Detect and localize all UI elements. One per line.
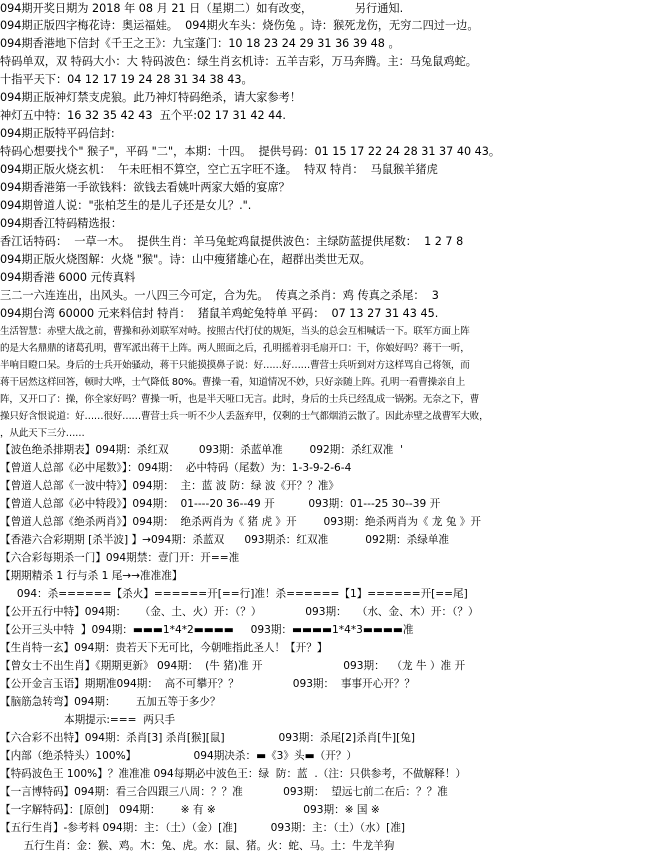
one-word-bet-line: 【一言博特码】094期：看三合四跟三八周：？？准 093期： 望远七前二在后：？？准: [0, 786, 448, 798]
hk-first-hand-line: 094期香港第一手欲钱料：欲钱去看姚叶两家大婚的宴席？: [0, 181, 290, 194]
magic-lamp-numbers-line: 神灯五中特：16 32 35 42 43 五个平:02 17 31 42 44.: [0, 109, 286, 122]
draw-date-line: 094期开奖日期为 2018 年 08 月 21 日（星期二）如有改变， 另行通知.: [0, 2, 404, 15]
story-line-7: ，从此天下三分……: [0, 428, 85, 439]
ten-fingers-line: 十指平天下：04 12 17 19 24 28 31 34 38 43。: [0, 73, 253, 86]
kill-row-tail-header-line: 【期期精杀 1 行与杀 1 尾→→准准准】: [0, 570, 183, 582]
magic-lamp-line: 094期正版神灯禁支虎狼。此乃神灯特码绝杀，请大家参考！: [0, 91, 302, 104]
five-elements-line: 【公开五行中特】094期： （金、土、火）开：（？） 093期： （水、金、木）开：（？）: [0, 606, 479, 618]
three-heads-line: 【公开三头中特 】094期：▬▬▬1*4*2▬▬▬▬ 093期：▬▬▬▬1*4*3▬▬▬▬准: [0, 624, 414, 636]
monkey-hint-line: 特码心想要找个" 猴子"，平码 "二"，本期：十四。 提供号码：01 15 17 22 24 28 31 37 40 43。: [0, 145, 501, 158]
zodiac-mystery-line: 【生肖特一玄】094期：贵若天下无可比，今朝唯指此圣人！【开？】: [0, 642, 328, 654]
story-line-1: 生活智慧：赤壁大战之前，曹操和孙刘联军对峙。按照古代打仗的规矩，当头的总会互相喊话一下。联军方面上阵: [0, 326, 470, 337]
one-wave-line: 【曾道人总部《一波中特》】094期： 主：蓝 波 防：绿 波《开？？准》: [0, 480, 339, 492]
hk-envelope-line: 094期香港地下信封《千王之王》：九宝蓬门：10 18 23 24 29 31 36 39 48 。: [0, 37, 400, 50]
five-element-zodiac-line: 【五行生肖】-参考料 094期：主：（土）（金）[准] 093期：主：（土）（水）[准]: [0, 822, 406, 834]
story-line-2: 的是大名鼎鼎的诸葛孔明，曹军派出蒋干上阵。两人照面之后，孔明摇着羽毛扇开口：干，你娘好吗？蒋干一听，: [0, 343, 470, 354]
kill-half-wave-line: 【香港六合彩期期 [杀半波] 】→094期：杀蓝双 093期杀：红双准 092期：杀绿单准: [0, 534, 450, 546]
tail-number-line: 【曾道人总部《必中尾数》】：094期： 必中特码（尾数）为：1-3-9-2-6-4: [0, 462, 352, 474]
taiwan-envelope-line: 094期台湾 60000 元来料信封 特肖： 猪鼠羊鸡蛇兔特单 平码： 07 13 27 31 43 45.: [0, 307, 439, 320]
plum-blossom-poem-line: 094期正版四字梅花诗：奥运福娃。 094期火车头：烧伤兔 。诗：猴死龙伤，无穷二四过一边。: [0, 19, 479, 32]
kill-one-gate-line: 【六合彩每期杀一门】094期禁：壹门开：开==准: [0, 552, 240, 564]
golden-words-line: 【公开金言玉语】期期准094期： 高不可攀开？？ 093期： 事事开心开？？: [0, 678, 416, 690]
ms-zeng-line: 【曾女士不出生肖】《期期更新》 094期： (牛 猪)准 开 093期： （龙 牛 ）准 开: [0, 660, 466, 672]
zeng-daoren-line: 094期曾道人说："张柏芝生的是儿子还是女儿？.".: [0, 199, 252, 212]
brain-teaser-hint-line: 本期提示:=== 两只手: [0, 714, 176, 726]
single-double-line: 特码单双，双 特码大小：大 特码波色：绿生肖玄机诗：五羊吉彩，万马奔腾。主：马兔鼠鸡蛇。: [0, 55, 477, 68]
xiangjiang-header-line: 094期香江特码精选报：: [0, 217, 123, 230]
kill-two-zodiac-line: 【曾道人总部《绝杀两肖》】094期： 绝杀两肖为《 猪 虎 》开 093期：绝杀两肖为《 龙 兔 》开: [0, 516, 481, 528]
wave-king-line: 【特码波色王 100%】？准准准 094每期必中波色王：绿 防：蓝 .（注：只供参考，不做解释！）: [0, 768, 467, 780]
no-special-line: 【六合彩不出特】094期：杀肖[3] 杀肖[猴][鼠] 093期：杀尾[2]杀肖[牛][兔]: [0, 732, 416, 744]
story-line-6: 操只好含恨说道：好……很好……曹营士兵一听不少人丢盔弃甲，仅剩的士气都烟消云散了。因此赤壁之战曹军大败，: [0, 411, 489, 422]
flat-code-envelope-line: 094期正版特平码信封:: [0, 127, 115, 140]
code-range-line: 【曾道人总部《必中特段》】094期： 01----20 36--49 开 093期：01---25 30--39 开: [0, 498, 441, 510]
fax-riddle-line: 三二一六连连出，出风头。一八四三今可定，合为先。 传真之杀肖：鸡 传真之杀尾： 3: [0, 289, 439, 302]
internal-kill-head-line: 【内部（绝杀特头）100%】 094期决杀：▬《3》头▬（开？）: [0, 750, 357, 762]
fire-mystery-line: 094期正版火烧玄机： 午未旺相不算空，空亡五字旺不逢。 特双 特肖： 马鼠猴羊猪虎: [0, 163, 438, 176]
story-line-3: 半响目瞪口呆。身后的士兵开始骚动，蒋干只能摸摸鼻子说：好……好……曹营士兵听到对方这样骂自己将领，而: [0, 360, 470, 371]
brain-teaser-line: 【脑筋急转弯】094期： 五加五等于多少？: [0, 696, 221, 708]
story-line-5: 阵，又开口了：操，你全家好吗？曹操一听，也是半天哑口无言。此时，身后的士兵已经乱成一锅粥。无奈之下，曹: [0, 394, 480, 405]
story-line-4: 蒋干居然这样回答，顿时大哗，士气降低 80%。曹操一看，知道情况不妙，只好亲随上阵。孔明一看曹操亲自上: [0, 377, 466, 388]
kill-row-tail-line: 094：杀======【杀火】======开[==行]准！杀======【1】======开[==尾]: [0, 588, 468, 600]
fire-diagram-line: 094期正版火烧图解：火烧 "猴"。诗：山中瘦猪雄心在，超群出类世无双。: [0, 253, 371, 266]
fax-6000-line: 094期香港 6000 元传真料: [0, 271, 136, 284]
xiangjiang-code-line: 香江话特码： 一草一木。 提供生肖：羊马兔蛇鸡鼠提供波色：主绿防蓝提供尾数： 1 2 7 8: [0, 235, 464, 248]
one-character-line: 【一字解特码】：[原创] 094期： ※ 有 ※ 093期：※ 国 ※: [0, 804, 380, 816]
five-element-list-line: 五行生肖：金：猴、鸡。木：兔、虎。水：鼠、猪。火：蛇、马。土：牛龙羊狗: [0, 840, 395, 852]
wave-kill-table-line: 【波色绝杀排期表】094期：杀红双 093期：杀蓝单准 092期：杀红双准 ': [0, 444, 403, 456]
